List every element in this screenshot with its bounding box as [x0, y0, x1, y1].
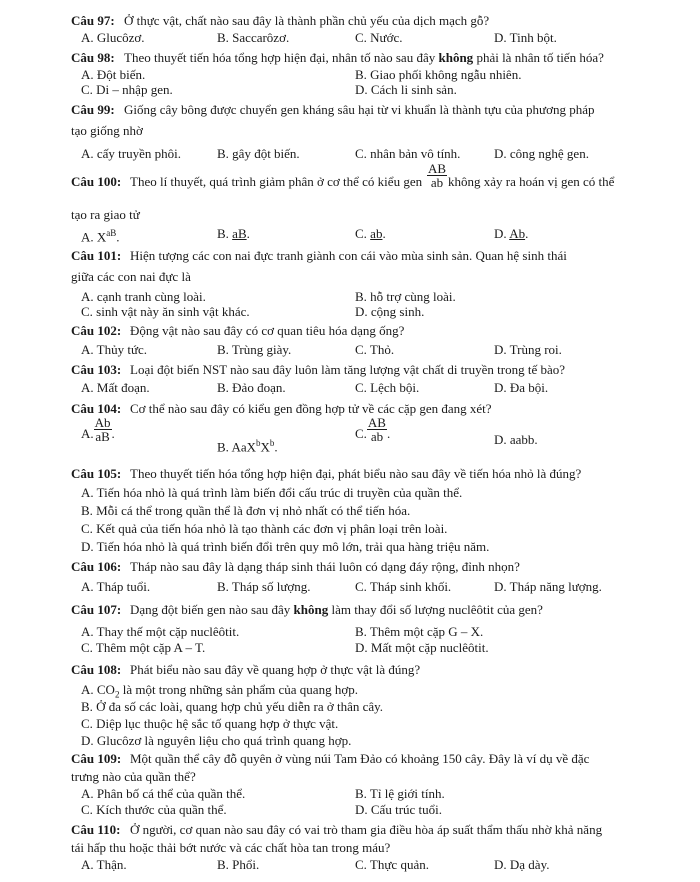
option-c[interactable]: C. Kích thước của quần thể.	[81, 802, 227, 817]
option-d[interactable]: D. Cấu trúc tuổi.	[355, 802, 443, 817]
question-label: Câu 108:	[71, 662, 122, 677]
option-d[interactable]: D. cộng sinh.	[355, 304, 425, 319]
option-c[interactable]: C. Thực quản.	[355, 857, 429, 872]
option-d[interactable]: D. Glucôzơ là nguyên liệu cho quá trình quang hợp.	[81, 733, 352, 748]
option-b[interactable]: B. Saccarôzơ.	[217, 30, 290, 45]
option-b[interactable]: B. aB.	[217, 226, 250, 241]
option-a[interactable]: A. Glucôzơ.	[81, 30, 145, 45]
option-d[interactable]: D. Trùng roi.	[494, 342, 562, 357]
question-label: Câu 100:	[71, 174, 122, 189]
option-a[interactable]: A. Phân bố cá thể của quần thể.	[81, 786, 246, 801]
option-b[interactable]: B. hỗ trợ cùng loài.	[355, 289, 456, 304]
question-label: Câu 105:	[71, 466, 122, 481]
option-b[interactable]: B. Tháp số lượng.	[217, 579, 311, 594]
question-label: Câu 104:	[71, 401, 122, 416]
option-a[interactable]: A. cấy truyền phôi.	[81, 146, 182, 161]
option-b[interactable]: B. gây đột biến.	[217, 146, 300, 161]
question-text: Theo thuyết tiến hóa tổng hợp hiện đại, nhân tố nào sau đây không phải là nhân tố tiến hóa?	[124, 50, 604, 65]
question-label: Câu 98:	[71, 50, 115, 65]
option-b[interactable]: B. $AaX^bX^b$.	[217, 438, 278, 455]
question-text-continued: tái hấp thu hoặc thải bớt nước và các chất hòa tan trong máu?	[71, 840, 391, 855]
question-text: Tháp nào sau đây là dạng tháp sinh thái luôn có dạng đáy rộng, đỉnh nhọn?	[130, 559, 520, 574]
option-b[interactable]: B. Tỉ lệ giới tính.	[355, 786, 445, 801]
question-text-continued: tạo giống nhờ	[71, 123, 143, 138]
option-c[interactable]: C. Kết quả của tiến hóa nhỏ là tạo thành các đơn vị phân loại trên loài.	[81, 521, 448, 536]
option-c[interactable]: C. Tháp sinh khối.	[355, 579, 452, 594]
question-text: Dạng đột biến gen nào sau đây không làm thay đổi số lượng nuclêôtit của gen?	[130, 602, 543, 617]
option-a[interactable]: A. Tháp tuổi.	[81, 579, 151, 594]
option-b[interactable]: B. Phổi.	[217, 857, 260, 872]
question-text: Một quần thể cây đỗ quyên ở vùng núi Tam Đảo có khoảng 150 cây. Đây là ví dụ về đặc	[130, 751, 590, 766]
question-text: Ở thực vật, chất nào sau đây là thành phần chủ yếu của dịch mạch gỗ?	[124, 13, 490, 28]
option-c[interactable]: C. Diệp lục thuộc hệ sắc tố quang hợp ở thực vật.	[81, 716, 339, 731]
option-d[interactable]: D. Cách li sinh sản.	[355, 82, 457, 97]
option-d[interactable]: D. Đa bội.	[494, 380, 549, 395]
option-d[interactable]: D. Mất một cặp nuclêôtit.	[355, 640, 489, 655]
question-text: Theo thuyết tiến hóa tổng hợp hiện đại, phát biểu nào sau đây về tiến hóa nhỏ là đúng?	[130, 466, 582, 481]
question-text-continued: trưng nào của quần thể?	[71, 769, 196, 784]
option-c[interactable]: C. Lệch bội.	[355, 380, 420, 395]
question-label: Câu 101:	[71, 248, 122, 263]
option-d[interactable]: D. Ab.	[494, 226, 529, 241]
option-c[interactable]: C. Nước.	[355, 30, 403, 45]
question-text: Hiện tượng các con nai đực tranh giành con cái vào mùa sinh sản. Quan hệ sinh thái	[130, 248, 567, 263]
option-a[interactable]: A. Mất đoạn.	[81, 380, 150, 395]
question-text: Động vật nào sau đây có cơ quan tiêu hóa dạng ống?	[130, 323, 405, 338]
option-d[interactable]: D. công nghệ gen.	[494, 146, 589, 161]
option-c[interactable]: C. nhân bản vô tính.	[355, 146, 461, 161]
question-label: Câu 103:	[71, 362, 122, 377]
option-d[interactable]: D. Tinh bột.	[494, 30, 557, 45]
option-d[interactable]: D. Tháp năng lượng.	[494, 579, 602, 594]
question-text: Theo lí thuyết, quá trình giảm phân ở cơ thể có kiểu gen	[130, 174, 423, 189]
genotype-fraction: $\frac{AB}{ab}$	[428, 161, 447, 190]
option-d[interactable]: D. aabb.	[494, 432, 538, 447]
question-text: Cơ thể nào sau đây có kiểu gen đồng hợp tử về các cặp gen đang xét?	[130, 401, 492, 416]
option-b[interactable]: B. Thêm một cặp G – X.	[355, 624, 484, 639]
option-a[interactable]: A. Thủy tức.	[81, 342, 148, 357]
question-label: Câu 106:	[71, 559, 122, 574]
option-a[interactable]: A. Đột biến.	[81, 67, 146, 82]
question-text: Giống cây bông được chuyển gen kháng sâu hại từ vi khuẩn là thành tựu của phương pháp	[124, 102, 595, 117]
option-c[interactable]: C. Thỏ.	[355, 342, 395, 357]
option-a[interactable]: A. cạnh tranh cùng loài.	[81, 289, 206, 304]
question-label: Câu 110:	[71, 822, 121, 837]
question-text-continued: giữa các con nai đực là	[71, 269, 191, 284]
question-text: Phát biểu nào sau đây về quang hợp ở thực vật là đúng?	[130, 662, 421, 677]
option-a[interactable]: A. $CO_2$ là một trong những sản phẩm của quang hợp.	[81, 682, 358, 700]
option-c[interactable]: C. sinh vật này ăn sinh vật khác.	[81, 304, 250, 319]
question-label: Câu 99:	[71, 102, 115, 117]
option-c[interactable]: C. ab.	[355, 226, 386, 241]
question-text-after: không xảy ra hoán vị gen có thể	[448, 174, 615, 189]
question-text: Loại đột biến NST nào sau đây luôn làm tăng lượng vật chất di truyền trong tế bào?	[130, 362, 565, 377]
option-b[interactable]: B. Trùng giày.	[217, 342, 292, 357]
option-a[interactable]: A. $X^{aB}$.	[81, 228, 120, 245]
option-b[interactable]: B. Đảo đoạn.	[217, 380, 286, 395]
option-a[interactable]: A. Tiến hóa nhỏ là quá trình làm biến đổi cấu trúc di truyền của quần thể.	[81, 485, 463, 500]
question-text-continued: tạo ra giao tử	[71, 207, 140, 222]
option-d[interactable]: D. Dạ dày.	[494, 857, 550, 872]
question-label: Câu 109:	[71, 751, 122, 766]
option-c[interactable]: C. Thêm một cặp A – T.	[81, 640, 206, 655]
option-a[interactable]: A. $\frac{Ab}{aB}$ .	[81, 414, 115, 444]
option-a[interactable]: A. Thận.	[81, 857, 127, 872]
option-c[interactable]: C. $\frac{AB}{ab}$ .	[355, 414, 391, 444]
option-b[interactable]: B. Giao phối không ngẫu nhiên.	[355, 67, 522, 82]
option-b[interactable]: B. Mỗi cá thể trong quần thể là đơn vị nhỏ nhất có thể tiến hóa.	[81, 503, 411, 518]
option-a[interactable]: A. Thay thế một cặp nuclêôtit.	[81, 624, 240, 639]
question-100	[0, 161, 700, 198]
question-label: Câu 107:	[71, 602, 122, 617]
option-c[interactable]: C. Di – nhập gen.	[81, 82, 173, 97]
question-text: Ở người, cơ quan nào sau đây có vai trò tham gia điều hòa áp suất thẩm thấu nhờ khả năng	[130, 822, 603, 837]
question-label: Câu 102:	[71, 323, 122, 338]
question-label: Câu 97:	[71, 13, 115, 28]
options-row	[0, 414, 700, 456]
option-d[interactable]: D. Tiến hóa nhỏ là quá trình biến đổi trên quy mô lớn, trải qua hàng triệu năm.	[81, 539, 490, 554]
option-b[interactable]: B. Ở đa số các loài, quang hợp chủ yếu diễn ra ở thân cây.	[81, 699, 384, 714]
